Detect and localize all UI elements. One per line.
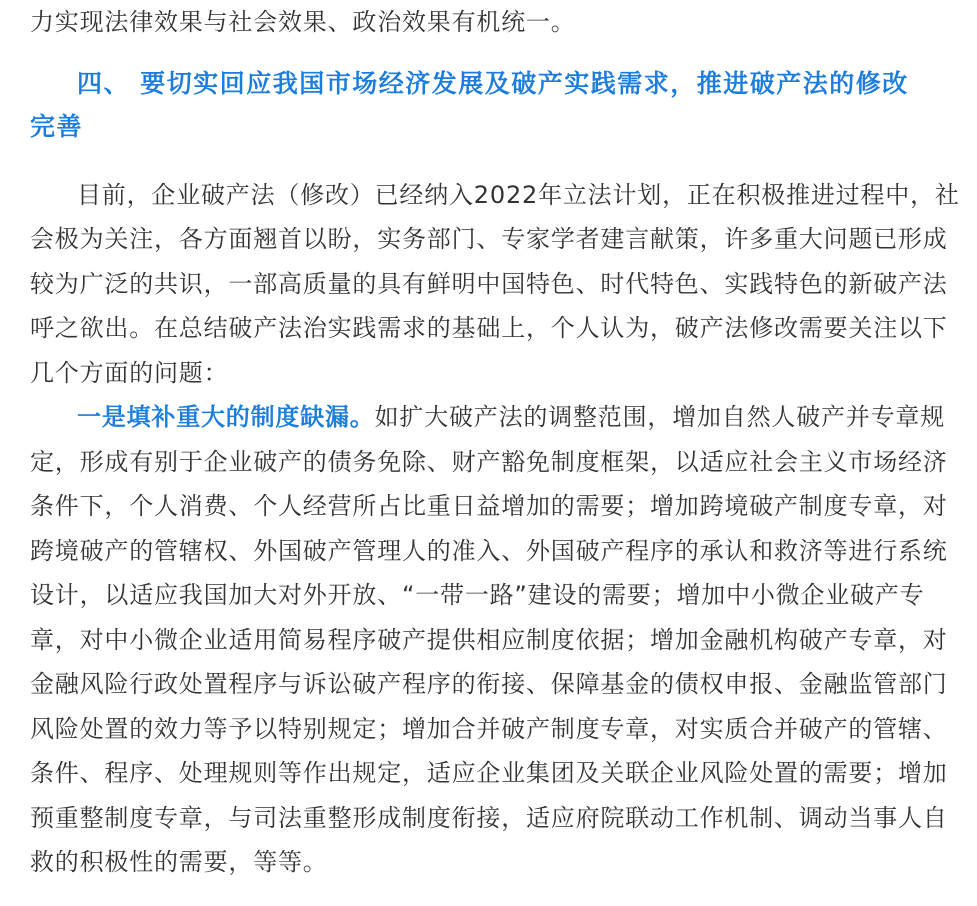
paragraph-1-line-4: 呼之欲出。在总结破产法治实践需求的基础上，个人认为，破产法修改需要关注以下	[30, 314, 948, 342]
paragraph-2-line-7: 金融风险行政处置程序与诉讼破产程序的衔接、保障基金的债权申报、金融监管部门	[30, 670, 948, 698]
paragraph-1	[30, 173, 960, 396]
paragraph-2-line-11: 救的积极性的需要，等等。	[30, 848, 328, 876]
paragraph-2-line-1-rest: 如扩大破产法的调整范围，增加自然人破产并专章规	[374, 403, 946, 431]
paragraph-2-lead: 一是填补重大的制度缺漏。	[77, 403, 375, 431]
article-body	[30, 0, 960, 885]
section-heading-line-1: 四、 要切实回应我国市场经济发展及破产实践需求，推进破产法的修改	[77, 68, 909, 98]
paragraph-2-line-6: 章，对中小微企业适用简易程序破产提供相应制度依据；增加金融机构破产专章，对	[30, 625, 948, 654]
paragraph-1-line-5: 几个方面的问题：	[30, 358, 229, 387]
paragraph-2-line-1	[30, 395, 947, 440]
paragraph-2-line-2: 定，形成有别于企业破产的债务免除、财产豁免制度框架，以适应社会主义市场经济	[30, 447, 948, 476]
paragraph-1-line-1: 目前，企业破产法（修改）已经纳入2022年立法计划，正在积极推进过程中，社	[77, 180, 960, 209]
paragraph-1-line-2: 会极为关注，各方面翘首以盼，实务部门、专家学者建言献策，许多重大问题已形成	[30, 225, 948, 253]
paragraph-2-line-9: 条件、程序、处理规则等作出规定，适应企业集团及关联企业风险处置的需要；增加	[30, 759, 948, 787]
paragraph-2-line-8: 风险处置的效力等予以特别规定；增加合并破产制度专章，对实质合并破产的管辖、	[30, 714, 948, 743]
paragraph-2-line-3: 条件下，个人消费、个人经营所占比重日益增加的需要；增加跨境破产制度专章，对	[30, 492, 948, 520]
intro-tail-line: 力实现法律效果与社会效果、政治效果有机统一。	[30, 8, 576, 36]
section-heading-line-2: 完善	[30, 111, 84, 141]
paragraph-2-line-5: 设计，以适应我国加大对外开放、“一带一路”建设的需要；增加中小微企业破产专	[30, 581, 925, 609]
paragraph-1-line-3: 较为广泛的共识，一部高质量的具有鲜明中国特色、时代特色、实践特色的新破产法	[30, 269, 948, 298]
paragraph-2-line-10: 预重整制度专章，与司法重整形成制度衔接，适应府院联动工作机制、调动当事人自	[30, 803, 948, 832]
paragraph-2-line-4: 跨境破产的管辖权、外国破产管理人的准入、外国破产程序的承认和救济等进行系统	[30, 536, 948, 565]
section-heading	[30, 62, 947, 148]
paragraph-2	[30, 395, 947, 885]
